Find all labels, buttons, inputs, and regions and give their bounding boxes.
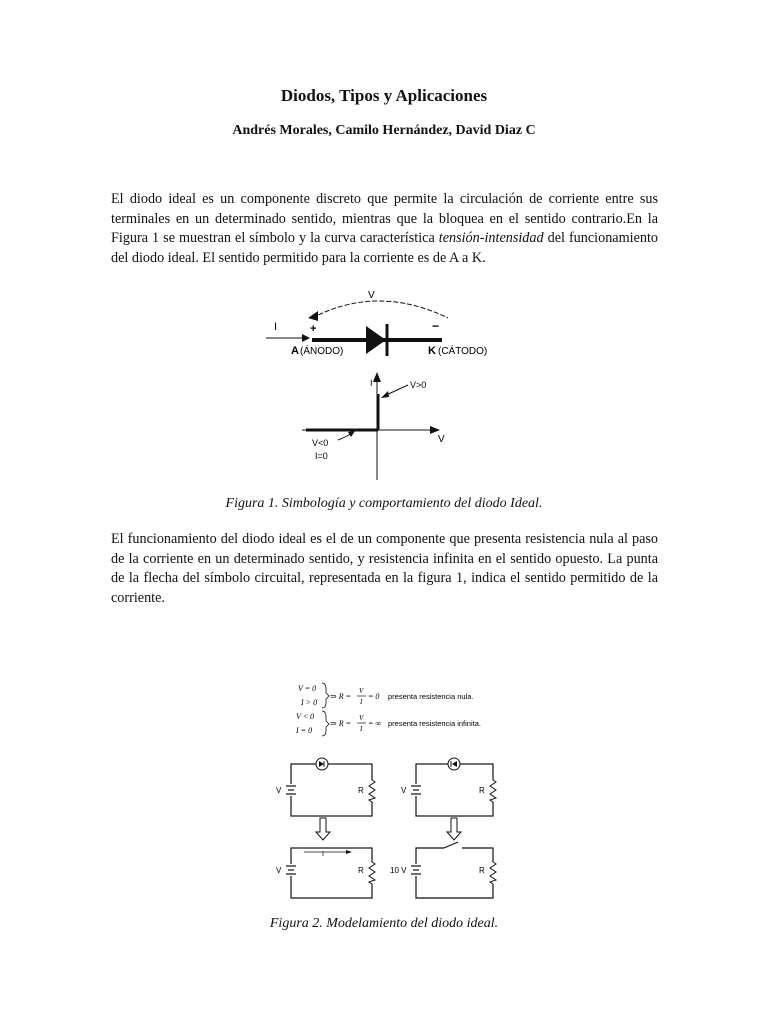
eq1-den: I <box>360 698 363 706</box>
eq2-cond-a: V < 0 <box>296 712 315 721</box>
eq1-brace <box>322 683 329 708</box>
axis-v-arrowhead <box>430 426 440 434</box>
voltage-arc-arrowhead <box>308 311 318 321</box>
circuit-tl-r: R <box>358 786 364 795</box>
eq2-cond-b: I = 0 <box>296 726 313 735</box>
label-anode-letter: A <box>291 345 299 357</box>
paragraph-intro-end: del funcionamiento del diodo ideal. El sentido permitido para la corriente es de A a K. <box>111 230 659 266</box>
paragraph-intro <box>111 190 658 268</box>
v-pos-pointer-head <box>381 391 389 398</box>
paper-title: Diodos, Tipos y Aplicaciones <box>280 86 488 105</box>
paragraph-intro-emphasis: tensión-intensidad <box>438 230 544 246</box>
eq2-num: V <box>359 714 364 722</box>
label-cathode-name: (CÁTODO) <box>438 346 488 357</box>
label-v-top: V <box>368 290 375 301</box>
eq2-result: = ∞ <box>368 719 382 728</box>
voltage-arc <box>312 301 448 318</box>
circuit-tr-v: V <box>401 786 407 795</box>
circuit-br-10v: 10 V <box>390 866 407 875</box>
eq2-implies: ⇒ R = <box>330 719 351 728</box>
paper-authors: Andrés Morales, Camilo Hernández, David Diaz C <box>232 123 536 138</box>
figure-1-caption: Figura 1. Simbología y comportamiento del diodo Ideal. <box>225 496 543 511</box>
current-arrowhead <box>302 334 310 342</box>
label-axis-i: I <box>370 378 373 388</box>
label-v-pos: V>0 <box>410 380 427 390</box>
v-neg-pointer-head <box>348 431 355 437</box>
label-v-neg: V<0 <box>312 438 329 448</box>
label-axis-v: V <box>438 434 445 445</box>
figure-2-caption: Figura 2. Modelamiento del diodo ideal. <box>269 916 499 931</box>
figure-1-diode-diagram <box>260 282 520 482</box>
label-anode-name: (ÁNODO) <box>300 346 344 357</box>
label-minus: − <box>432 319 440 333</box>
arrow-down-right <box>447 818 461 840</box>
circuit-tr-r: R <box>479 786 485 795</box>
paragraph-intro-text: El diodo ideal es un componente discreto que permite la circulación de corriente entre sus terminales en un determinado sentido, mientras que la bloquea en el sentido contrario.En la Figura 1 se muestran el símbolo y la curva característica <box>111 191 658 246</box>
axis-i-arrowhead <box>373 372 381 382</box>
eq2-text: presenta resistencia infinita. <box>388 719 481 728</box>
label-i-in: I <box>274 321 278 333</box>
circuit-bl-i: I <box>322 851 324 858</box>
eq1-text: presenta resistencia nula. <box>388 692 474 701</box>
label-i-zero: I=0 <box>315 451 328 461</box>
eq1-result: = 0 <box>368 692 380 701</box>
eq1-num: V <box>359 687 364 695</box>
circuit-bl-r: R <box>358 866 364 875</box>
label-cathode-letter: K <box>428 345 436 357</box>
figure-2-diode-model <box>260 678 520 906</box>
eq1-implies: ⇒ R = <box>330 692 351 701</box>
diode-triangle <box>366 326 386 354</box>
eq1-cond-b: I > 0 <box>301 698 318 707</box>
paragraph-function: El funcionamiento del diodo ideal es el de un componente que presenta resistencia nula al paso de la corriente en un determinado sentido, y resistencia infinita en el sentido opuesto. La punta de la flecha del símbolo circuital, representada en la figura 1, indica el sentido permitido de la corriente. <box>111 531 658 606</box>
circuit-bl-v: V <box>276 866 282 875</box>
eq2-brace <box>322 711 329 736</box>
circuit-tl-v: V <box>276 786 282 795</box>
circuit-br-r: R <box>479 866 485 875</box>
eq1-cond-a: V = 0 <box>298 684 317 693</box>
label-plus: + <box>310 323 317 335</box>
arrow-down-left <box>316 818 330 840</box>
eq2-den: I <box>360 725 363 733</box>
